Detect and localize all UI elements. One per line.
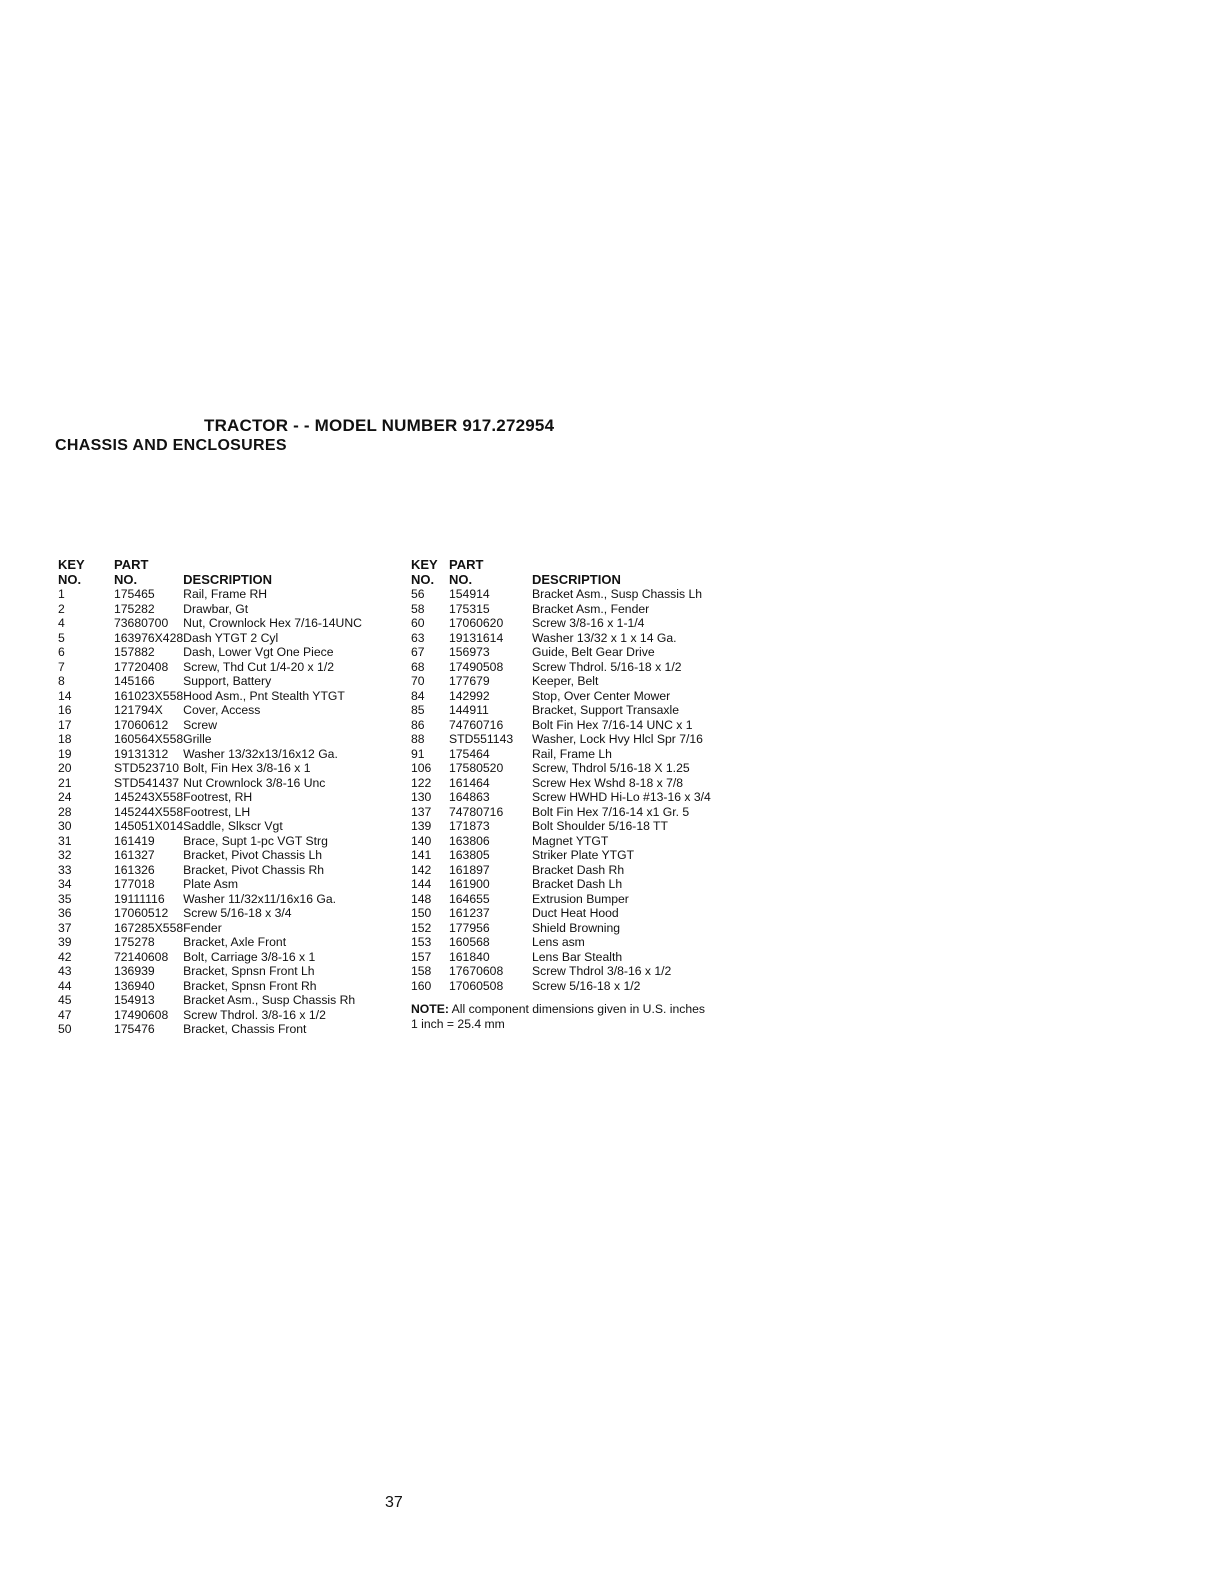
part-description: Screw, Thdrol 5/16-18 X 1.25 [532, 761, 690, 775]
key-number: 36 [58, 906, 72, 920]
key-number: 85 [411, 703, 425, 717]
part-number: STD551143 [449, 732, 514, 746]
note-line [411, 1002, 705, 1017]
header-row-top [411, 557, 711, 572]
key-number: 32 [58, 848, 72, 862]
part-description: Bracket Asm., Susp Chassis Rh [183, 993, 356, 1007]
part-description: Nut, Crownlock Hex 7/16-14UNC [183, 616, 362, 630]
part-number: 167285X558 [114, 920, 184, 935]
part-description: Bolt, Fin Hex 3/8-16 x 1 [183, 761, 311, 775]
part-description: Extrusion Bumper [532, 891, 629, 906]
part-description: Guide, Belt Gear Drive [532, 645, 655, 659]
header-row-bottom [411, 572, 711, 587]
key-header-bottom: NO. [58, 572, 82, 587]
part-number: 156973 [449, 645, 490, 659]
table-row [411, 616, 711, 631]
document-title: TRACTOR - - MODEL NUMBER 917.272954 [204, 416, 555, 435]
part-number: 161900 [449, 877, 490, 891]
key-number: 67 [411, 645, 425, 659]
part-number: 145051X014 [114, 819, 184, 833]
part-description: Bracket, Pivot Chassis Rh [183, 862, 325, 877]
key-number: 56 [411, 587, 425, 601]
part-header-top: PART [114, 557, 149, 572]
note-text: All component dimensions given in U.S. inches [451, 1002, 706, 1016]
part-number: 17490608 [114, 1007, 169, 1022]
part-number: 144911 [449, 703, 489, 717]
part-description: Screw, Thd Cut 1/4-20 x 1/2 [183, 659, 334, 674]
part-number: 163805 [449, 848, 490, 862]
part-description: Bolt Fin Hex 7/16-14 x1 Gr. 5 [532, 804, 690, 819]
part-number: 17060612 [114, 717, 169, 732]
key-number: 144 [411, 877, 432, 891]
key-number: 16 [58, 703, 72, 717]
part-description: Striker Plate YTGT [532, 848, 635, 862]
part-description: Support, Battery [183, 674, 272, 688]
part-number: 136940 [114, 978, 155, 993]
key-number: 50 [58, 1022, 72, 1036]
table-row [411, 950, 711, 965]
table-row [411, 805, 711, 820]
part-description: Bracket Dash Lh [532, 877, 623, 891]
table-row [58, 602, 362, 617]
part-description: Rail, Frame Lh [532, 746, 612, 761]
table-row [411, 689, 711, 704]
table-row [58, 877, 362, 892]
table-row [58, 1022, 362, 1037]
key-number: 2 [58, 601, 65, 616]
part-number: 175476 [114, 1022, 155, 1036]
part-description: Screw 3/8-16 x 1-1/4 [532, 616, 645, 630]
table-row [411, 776, 711, 791]
part-description: Washer 13/32 x 1 x 14 Ga. [532, 630, 677, 645]
table-row [58, 906, 362, 921]
part-number: 157882 [114, 645, 155, 659]
table-row [411, 863, 711, 878]
part-number: 164655 [449, 891, 490, 906]
table-row [411, 877, 711, 892]
key-number: 148 [411, 891, 432, 906]
desc-header-top [532, 557, 711, 572]
part-description: Bracket, Spnsn Front Rh [183, 978, 317, 993]
key-number: 39 [58, 935, 72, 949]
table-row [58, 761, 362, 776]
part-number: 19131312 [114, 746, 169, 761]
part-description: Bracket, Axle Front [183, 935, 287, 949]
table-row [58, 935, 362, 950]
part-description: Duct Heat Hood [532, 906, 619, 920]
part-description: Screw [183, 717, 218, 732]
parts-table-header [411, 557, 711, 587]
part-description: Nut Crownlock 3/8-16 Unc [183, 775, 326, 790]
part-description: Screw Thdrol. 5/16-18 x 1/2 [532, 659, 682, 674]
part-number: 161840 [449, 949, 490, 964]
part-number: 163976X428 [114, 630, 184, 645]
table-row [58, 921, 362, 936]
table-row [411, 834, 711, 849]
table-row [411, 602, 711, 617]
note-conversion: 1 inch = 25.4 mm [411, 1017, 505, 1031]
part-number: 161326 [114, 862, 155, 877]
parts-table-body [411, 587, 711, 993]
part-description: Dash YTGT 2 Cyl [183, 630, 279, 645]
part-number: 17720408 [114, 659, 169, 674]
key-number: 130 [411, 790, 432, 804]
part-number: 17060508 [449, 978, 504, 993]
table-row [411, 790, 711, 805]
table-row [58, 993, 362, 1008]
key-number: 19 [58, 746, 72, 761]
part-number: 163806 [449, 833, 490, 848]
table-row [411, 819, 711, 834]
part-description: Hood Asm., Pnt Stealth YTGT [183, 688, 345, 703]
key-number: 160 [411, 978, 432, 993]
part-description: Screw Thdrol. 3/8-16 x 1/2 [183, 1007, 326, 1022]
key-number: 35 [58, 891, 72, 906]
part-number: 17580520 [449, 761, 504, 775]
part-number: 145243X558 [114, 790, 184, 804]
part-description: Bracket, Pivot Chassis Lh [183, 848, 322, 862]
part-description: Bracket, Chassis Front [183, 1022, 307, 1036]
table-row [411, 645, 711, 660]
key-number: 24 [58, 790, 72, 804]
part-number: 177679 [449, 674, 490, 688]
part-description: Magnet YTGT [532, 833, 609, 848]
key-number: 137 [411, 804, 432, 819]
part-header-top: PART [449, 557, 484, 572]
part-number: 175278 [114, 935, 155, 949]
key-number: 106 [411, 761, 432, 775]
part-description: Washer, Lock Hvy Hlcl Spr 7/16 [532, 732, 703, 746]
key-number: 14 [58, 688, 72, 703]
part-number: 17670608 [449, 964, 504, 978]
table-row [411, 732, 711, 747]
part-description: Rail, Frame RH [183, 587, 268, 601]
part-number: 145166 [114, 674, 155, 688]
part-description: Washer 13/32x13/16x12 Ga. [183, 746, 338, 761]
part-number: 72140608 [114, 949, 169, 964]
table-row [58, 747, 362, 762]
key-number: 157 [411, 949, 432, 964]
part-description: Footrest, RH [183, 790, 253, 804]
part-description: Bracket Asm., Fender [532, 601, 650, 616]
table-row [58, 1008, 362, 1023]
key-number: 60 [411, 616, 425, 630]
part-header-bottom: NO. [114, 572, 138, 587]
header-row-top [58, 557, 362, 572]
table-row [58, 805, 362, 820]
part-number: 17490508 [449, 659, 504, 674]
table-row [58, 863, 362, 878]
section-title: CHASSIS AND ENCLOSURES [55, 437, 287, 454]
key-number: 58 [411, 601, 425, 616]
key-number: 153 [411, 935, 432, 949]
page-number: 37 [385, 1494, 403, 1511]
part-description: Washer 11/32x11/16x16 Ga. [183, 891, 337, 906]
part-description: Lens asm [532, 935, 585, 949]
key-number: 86 [411, 717, 425, 732]
part-description: Plate Asm [183, 877, 239, 891]
key-number: 91 [411, 746, 425, 761]
key-number: 47 [58, 1007, 72, 1022]
table-row [58, 645, 362, 660]
table-row [411, 718, 711, 733]
part-number: 136939 [114, 964, 155, 978]
table-row [411, 964, 711, 979]
part-description: Bolt Fin Hex 7/16-14 UNC x 1 [532, 717, 693, 732]
key-number: 152 [411, 920, 432, 935]
part-description: Lens Bar Stealth [532, 949, 623, 964]
part-number: 17060620 [449, 616, 504, 630]
part-number: STD523710 [114, 761, 180, 775]
part-number: 74760716 [449, 717, 504, 732]
table-row [58, 631, 362, 646]
part-description: Cover, Access [183, 703, 261, 717]
part-number: 161419 [114, 833, 155, 848]
part-number: 154913 [114, 993, 155, 1007]
table-row [411, 703, 711, 718]
part-description: Shield Browning [532, 920, 621, 935]
part-number: 19131614 [449, 630, 504, 645]
table-row [58, 616, 362, 631]
part-number: 19111116 [114, 891, 165, 906]
key-number: 33 [58, 862, 72, 877]
part-number: 171873 [449, 819, 490, 833]
key-number: 122 [411, 775, 432, 790]
key-number: 30 [58, 819, 72, 833]
header-row-bottom [58, 572, 362, 587]
key-number: 28 [58, 804, 72, 819]
table-row [58, 834, 362, 849]
table-row [411, 979, 711, 994]
table-row [411, 747, 711, 762]
table-row [58, 776, 362, 791]
key-number: 42 [58, 949, 72, 964]
key-number: 7 [58, 659, 65, 674]
table-row [411, 848, 711, 863]
key-number: 5 [58, 630, 65, 645]
part-number: 177956 [449, 920, 490, 935]
key-number: 1 [58, 587, 65, 601]
key-number: 63 [411, 630, 425, 645]
key-number: 34 [58, 877, 72, 891]
part-header-bottom: NO. [449, 572, 473, 587]
part-description: Footrest, LH [183, 804, 251, 819]
part-number: 160564X558 [114, 732, 184, 746]
key-number: 158 [411, 964, 432, 978]
table-row [58, 660, 362, 675]
description-header: DESCRIPTION [183, 572, 272, 587]
part-number: 74780716 [449, 804, 504, 819]
table-row [58, 732, 362, 747]
key-number: 142 [411, 862, 432, 877]
part-number: 145244X558 [114, 804, 184, 819]
key-number: 17 [58, 717, 72, 732]
part-description: Stop, Over Center Mower [532, 688, 671, 703]
part-description: Bolt Shoulder 5/16-18 TT [532, 819, 668, 833]
part-number: 164863 [449, 790, 490, 804]
table-row [58, 718, 362, 733]
table-row [58, 587, 362, 602]
part-description: Dash, Lower Vgt One Piece [183, 645, 334, 659]
part-description: Screw Thdrol 3/8-16 x 1/2 [532, 964, 672, 978]
part-description: Screw 5/16-18 x 3/4 [183, 906, 292, 920]
part-number: 154914 [449, 587, 490, 601]
part-description: Screw Hex Wshd 8-18 x 7/8 [532, 775, 684, 790]
parts-table-right [411, 557, 711, 993]
parts-table-left [58, 557, 362, 1037]
part-description: Bolt, Carriage 3/8-16 x 1 [183, 949, 316, 964]
key-number: 20 [58, 761, 72, 775]
table-row [58, 689, 362, 704]
part-description: Saddle, Slkscr Vgt [183, 819, 283, 833]
part-number: 161237 [449, 906, 490, 920]
key-number: 88 [411, 732, 425, 746]
part-description: Brace, Supt 1-pc VGT Strg [183, 833, 328, 848]
key-number: 6 [58, 645, 65, 659]
table-row [58, 964, 362, 979]
part-number: 161327 [114, 848, 155, 862]
table-row [411, 674, 711, 689]
key-number: 45 [58, 993, 72, 1007]
part-description: Keeper, Belt [532, 674, 599, 688]
key-number: 70 [411, 674, 425, 688]
part-number: 73680700 [114, 616, 169, 630]
key-header-top: KEY [58, 557, 85, 572]
part-number: 121794X [114, 703, 163, 717]
table-row [58, 790, 362, 805]
parts-table-body [58, 587, 362, 1037]
table-row [58, 979, 362, 994]
key-number: 43 [58, 964, 72, 978]
desc-header-top [183, 557, 362, 572]
part-description: Bracket Dash Rh [532, 862, 625, 877]
key-number: 18 [58, 732, 72, 746]
table-row [58, 819, 362, 834]
part-number: 17060512 [114, 906, 169, 920]
part-description: Grille [183, 732, 212, 746]
table-row [411, 906, 711, 921]
dimensions-note [411, 1002, 705, 1032]
key-number: 31 [58, 833, 72, 848]
part-description: Screw HWHD Hi-Lo #13-16 x 3/4 [532, 790, 711, 804]
description-header: DESCRIPTION [532, 572, 621, 587]
table-row [58, 950, 362, 965]
key-number: 68 [411, 659, 425, 674]
key-number: 140 [411, 833, 432, 848]
part-number: 175464 [449, 746, 490, 761]
table-row [58, 848, 362, 863]
part-number: 177018 [114, 877, 155, 891]
part-number: 161897 [449, 862, 490, 877]
part-description: Bracket Asm., Susp Chassis Lh [532, 587, 703, 601]
table-row [58, 892, 362, 907]
table-row [411, 631, 711, 646]
key-number: 44 [58, 978, 72, 993]
part-description: Fender [183, 920, 222, 935]
part-number: 175282 [114, 601, 155, 616]
part-description: Screw 5/16-18 x 1/2 [532, 978, 641, 993]
key-number: 21 [58, 775, 72, 790]
key-number: 141 [411, 848, 432, 862]
parts-table-header [58, 557, 362, 587]
key-number: 8 [58, 674, 65, 688]
part-description: Bracket, Support Transaxle [532, 703, 679, 717]
table-row [411, 660, 711, 675]
table-row [411, 587, 711, 602]
table-row [411, 935, 711, 950]
key-number: 139 [411, 819, 432, 833]
part-number: 161464 [449, 775, 490, 790]
key-header-top: KEY [411, 557, 438, 572]
key-number: 37 [58, 920, 72, 935]
part-number: STD541437 [114, 775, 180, 790]
key-number: 150 [411, 906, 432, 920]
table-row [58, 703, 362, 718]
table-row [411, 761, 711, 776]
part-description: Bracket, Spnsn Front Lh [183, 964, 315, 978]
table-row [58, 674, 362, 689]
part-number: 142992 [449, 688, 490, 703]
part-number: 161023X558 [114, 688, 184, 703]
key-number: 84 [411, 688, 425, 703]
part-number: 160568 [449, 935, 490, 949]
table-row [411, 921, 711, 936]
part-description: Drawbar, Gt [183, 601, 249, 616]
table-row [411, 892, 711, 907]
key-number: 4 [58, 616, 65, 630]
part-number: 175315 [449, 601, 490, 616]
part-number: 175465 [114, 587, 155, 601]
note-label: NOTE: [411, 1002, 449, 1016]
key-header-bottom: NO. [411, 572, 435, 587]
